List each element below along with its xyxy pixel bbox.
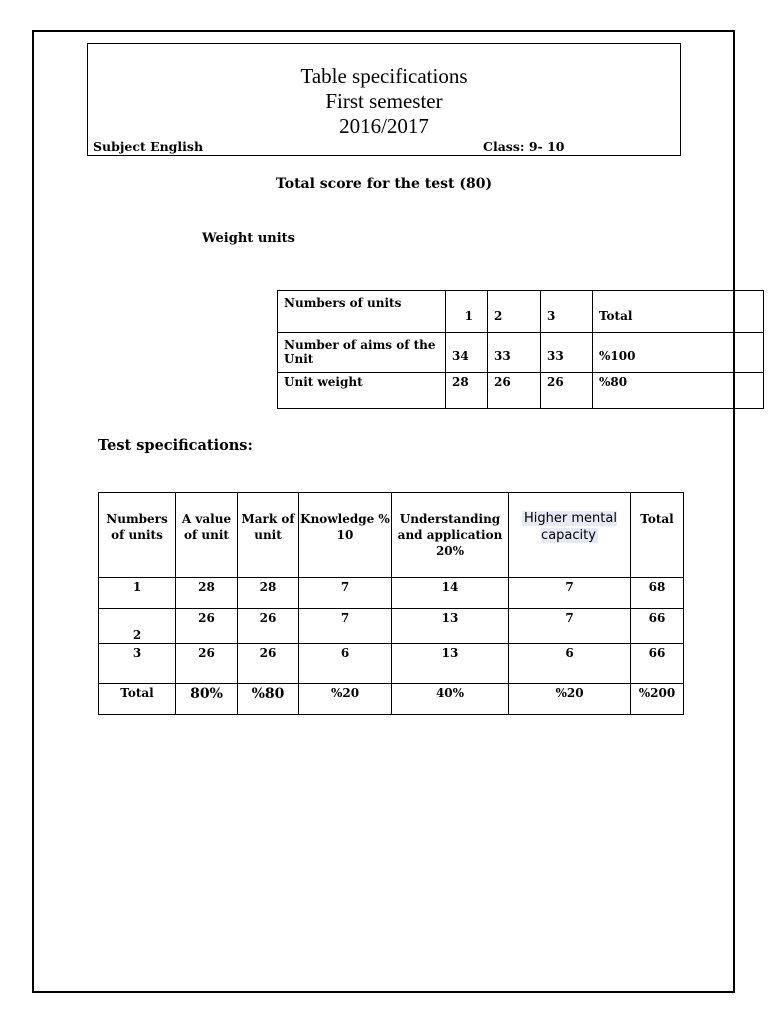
- table-cell: 26: [176, 609, 238, 644]
- column-header: [509, 493, 631, 578]
- table-total-row: [99, 684, 684, 715]
- table-row: [99, 644, 684, 684]
- table-cell: 2: [488, 291, 541, 333]
- table-row: [278, 333, 764, 373]
- total-score-heading: Total score for the test (80): [275, 176, 493, 192]
- table-cell: Unit weight: [278, 373, 446, 409]
- table-cell: %20: [299, 684, 392, 715]
- table-row: [278, 291, 764, 333]
- table-cell: %20: [509, 684, 631, 715]
- table-cell: 80%: [176, 684, 238, 715]
- table-cell: %200: [631, 684, 684, 715]
- table-cell: Total: [99, 684, 176, 715]
- table-cell: Total: [593, 291, 764, 333]
- table-cell: 66: [631, 609, 684, 644]
- class-label: Class: 9- 10: [483, 139, 565, 154]
- table-cell: 14: [392, 578, 509, 609]
- column-header: Numbers of units: [99, 493, 176, 578]
- table-cell: 33: [541, 333, 593, 373]
- table-cell: 34: [446, 333, 488, 373]
- table-cell: 1: [99, 578, 176, 609]
- table-cell: 68: [631, 578, 684, 609]
- units-weight-table: [277, 290, 764, 409]
- table-cell: 28: [446, 373, 488, 409]
- table-cell: 26: [238, 609, 299, 644]
- table-cell: 40%: [392, 684, 509, 715]
- header-box: [87, 43, 681, 156]
- academic-year: 2016/2017: [339, 114, 429, 138]
- table-cell: 28: [238, 578, 299, 609]
- table-cell: 6: [299, 644, 392, 684]
- column-header: Mark of unit: [238, 493, 299, 578]
- table-cell: 3: [99, 644, 176, 684]
- table-cell: 7: [299, 578, 392, 609]
- document-title: Table specifications: [300, 64, 468, 88]
- highlighted-header-text: Higher mental capacity: [524, 511, 617, 543]
- table-cell: 7: [509, 609, 631, 644]
- table-cell: 26: [238, 644, 299, 684]
- table-cell: 28: [176, 578, 238, 609]
- table-cell: %80: [593, 373, 764, 409]
- table-cell: 26: [176, 644, 238, 684]
- subject-label: Subject English: [93, 139, 204, 154]
- table-cell: 7: [509, 578, 631, 609]
- table-cell: 13: [392, 644, 509, 684]
- column-header: Total: [631, 493, 684, 578]
- table-cell: 66: [631, 644, 684, 684]
- table-cell: 7: [299, 609, 392, 644]
- table-cell: 26: [488, 373, 541, 409]
- table-row: [99, 609, 684, 644]
- column-header: Knowledge % 10: [299, 493, 392, 578]
- column-header: Understanding and application 20%: [392, 493, 509, 578]
- table-cell: 2: [99, 609, 176, 644]
- test-specifications-table: [98, 492, 684, 715]
- table-cell: 1: [446, 291, 488, 333]
- table-cell: 6: [509, 644, 631, 684]
- table-row: [99, 578, 684, 609]
- table-cell: Number of aims of the Unit: [278, 333, 446, 373]
- table-cell: %80: [238, 684, 299, 715]
- table-row: [278, 373, 764, 409]
- table-cell: 3: [541, 291, 593, 333]
- column-header: A value of unit: [176, 493, 238, 578]
- table-cell: 13: [392, 609, 509, 644]
- table-cell: Numbers of units: [278, 291, 446, 333]
- test-specifications-heading: Test specifications:: [98, 437, 253, 454]
- table-header-row: [99, 493, 684, 578]
- table-cell: %100: [593, 333, 764, 373]
- table-cell: 26: [541, 373, 593, 409]
- table-cell: 33: [488, 333, 541, 373]
- weight-units-heading: Weight units: [202, 231, 295, 246]
- semester-label: First semester: [325, 89, 443, 113]
